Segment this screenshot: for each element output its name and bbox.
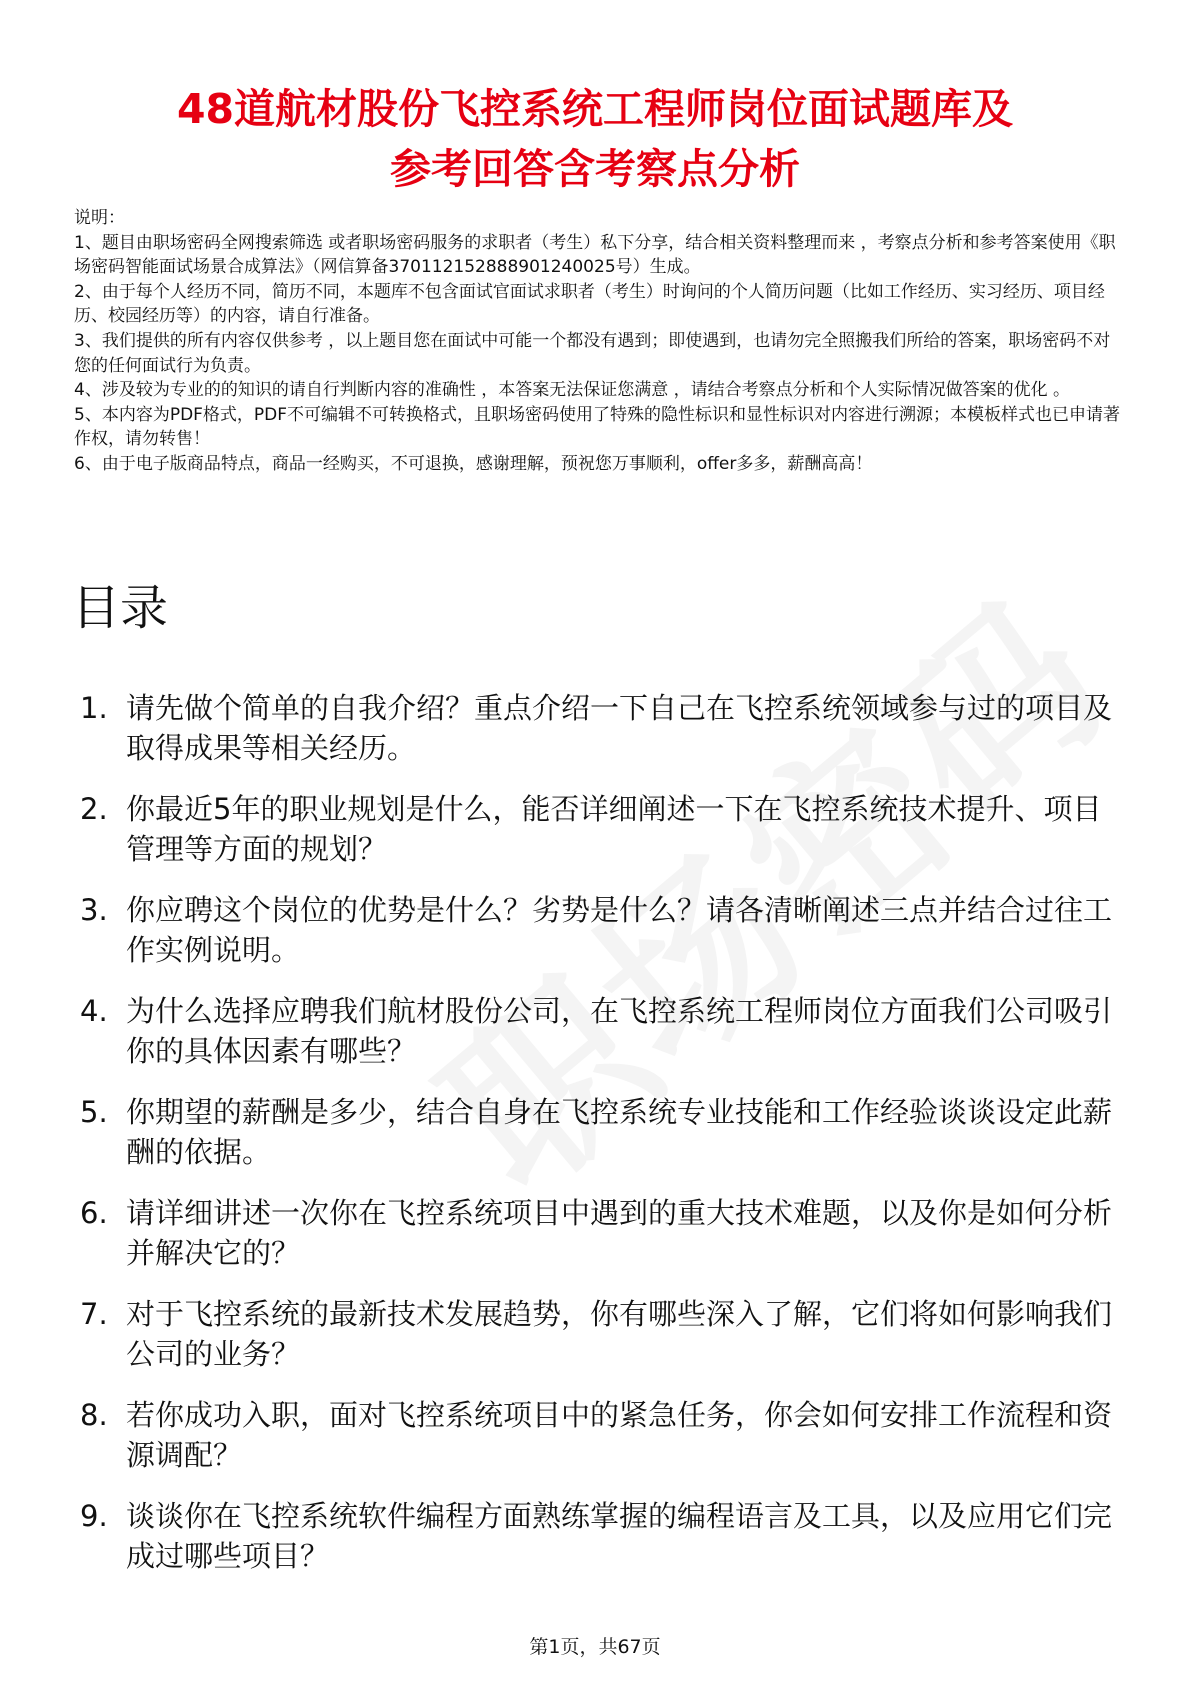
toc-item-number: 4. xyxy=(80,994,108,1028)
toc-list xyxy=(80,688,1130,1597)
toc-item-text: 对于飞控系统的最新技术发展趋势，你有哪些深入了解，它们将如何影响我们公司的业务？ xyxy=(126,1297,1113,1371)
toc-item[interactable] xyxy=(80,1193,1130,1273)
toc-item-text: 你最近5年的职业规划是什么，能否详细阐述一下在飞控系统技术提升、项目管理等方面的规划？ xyxy=(126,792,1102,866)
document-title xyxy=(60,79,1130,199)
toc-item[interactable] xyxy=(80,1092,1130,1172)
toc-item-number: 9. xyxy=(80,1499,108,1533)
toc-item-number: 8. xyxy=(80,1398,108,1432)
note-4: 4、涉及较为专业的的知识的请自行判断内容的准确性 ，本答案无法保证您满意 ，请结合考察点分析和个人实际情况做答案的优化 。 xyxy=(74,380,1071,401)
toc-item-text: 若你成功入职，面对飞控系统项目中的紧急任务，你会如何安排工作流程和资源调配？ xyxy=(126,1398,1113,1472)
toc-item-number: 2. xyxy=(80,792,108,826)
toc-item[interactable] xyxy=(80,1395,1130,1475)
toc-item[interactable] xyxy=(80,688,1130,768)
note-2: 2、由于每个人经历不同，简历不同，本题库不包含面试官面试求职者（考生）时询问的个人简历问题（比如工作经历、实习经历、项目经历、校园经历等）的内容，请自行准备。 xyxy=(74,281,1105,327)
toc-item-number: 7. xyxy=(80,1297,108,1331)
toc-item-text: 你应聘这个岗位的优势是什么？劣势是什么？请各清晰阐述三点并结合过往工作实例说明。 xyxy=(126,893,1113,967)
notes-label: 说明： xyxy=(74,208,125,228)
title-line-2: 参考回答含考察点分析 xyxy=(390,145,800,194)
toc-item-text: 你期望的薪酬是多少，结合自身在飞控系统专业技能和工作经验谈谈设定此薪酬的依据。 xyxy=(126,1095,1113,1169)
notes-section xyxy=(74,206,1124,477)
toc-item-text: 请详细讲述一次你在飞控系统项目中遇到的重大技术难题，以及你是如何分析并解决它的？ xyxy=(126,1196,1113,1270)
note-3: 3、我们提供的所有内容仅供参考 ，以上题目您在面试中可能一个都没有遇到；即使遇到，也请勿完全照搬我们所给的答案，职场密码不对您的任何面试行为负责。 xyxy=(74,330,1111,376)
toc-item[interactable] xyxy=(80,890,1130,970)
note-1: 1、题目由职场密码全网搜索筛选 或者职场密码服务的求职者（考生）私下分享，结合相关资料整理而来 ，考察点分析和参考答案使用《职场密码智能面试场景合成算法》（网信算备370112152888901240025号）生成。 xyxy=(74,232,1116,278)
toc-item-number: 3. xyxy=(80,893,108,927)
page-footer: 第1页，共67页 xyxy=(529,1636,661,1658)
toc-item-text: 谈谈你在飞控系统软件编程方面熟练掌握的编程语言及工具，以及应用它们完成过哪些项目？ xyxy=(126,1499,1113,1573)
toc-item[interactable] xyxy=(80,1294,1130,1374)
title-line-1: 48道航材股份飞控系统工程师岗位面试题库及 xyxy=(176,85,1014,134)
note-6: 6、由于电子版商品特点，商品一经购买，不可退换，感谢理解，预祝您万事顺利，offer多多，薪酬高高！ xyxy=(74,453,873,474)
toc-item[interactable] xyxy=(80,789,1130,869)
toc-item-number: 6. xyxy=(80,1196,108,1230)
toc-item[interactable] xyxy=(80,1496,1130,1576)
toc-item-number: 5. xyxy=(80,1095,108,1129)
toc-item-text: 为什么选择应聘我们航材股份公司，在飞控系统工程师岗位方面我们公司吸引你的具体因素有哪些？ xyxy=(126,994,1113,1068)
toc-item-text: 请先做个简单的自我介绍？重点介绍一下自己在飞控系统领域参与过的项目及取得成果等相关经历。 xyxy=(126,691,1113,765)
note-5: 5、本内容为PDF格式，PDF不可编辑不可转换格式，且职场密码使用了特殊的隐性标识和显性标识对内容进行溯源；本模板样式也已申请著作权，请勿转售！ xyxy=(74,404,1121,450)
toc-heading: 目录 xyxy=(72,580,169,636)
toc-item-number: 1. xyxy=(80,691,108,725)
toc-item[interactable] xyxy=(80,991,1130,1071)
